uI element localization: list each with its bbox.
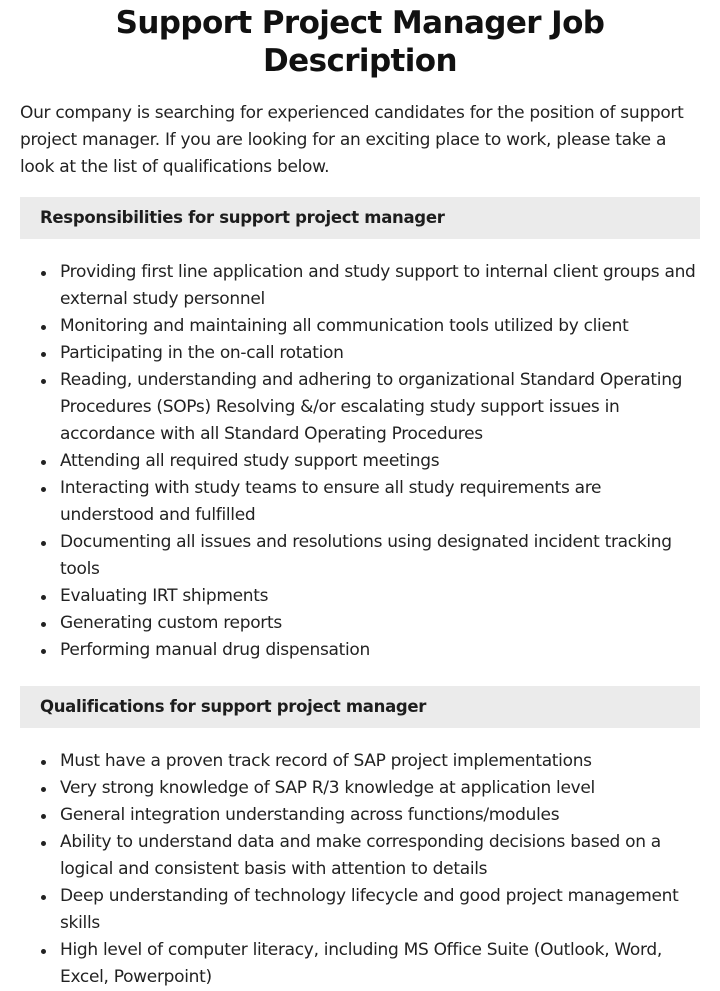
page-title: Support Project Manager Job Description bbox=[115, 5, 605, 79]
responsibilities-heading: Responsibilities for support project manager bbox=[20, 197, 700, 239]
qualifications-heading: Qualifications for support project manager bbox=[20, 686, 700, 728]
qualifications-list bbox=[20, 748, 700, 991]
list-item: Documenting all issues and resolutions using designated incident tracking tools bbox=[60, 529, 700, 583]
list-item: Participating in the on-call rotation bbox=[60, 340, 700, 367]
list-item: Very strong knowledge of SAP R/3 knowledge at application level bbox=[60, 775, 700, 802]
list-item: Reading, understanding and adhering to organizational Standard Operating Procedures (SOPs) Resolving &/or escalating study support issues in accordance with all Standard Operating Procedures bbox=[60, 367, 700, 448]
list-item: Deep understanding of technology lifecycle and good project management skills bbox=[60, 883, 700, 937]
list-item: Must have a proven track record of SAP project implementations bbox=[60, 748, 700, 775]
list-item: Evaluating IRT shipments bbox=[60, 583, 700, 610]
list-item: High level of computer literacy, including MS Office Suite (Outlook, Word, Excel, Powerpoint) bbox=[60, 937, 700, 991]
list-item: Monitoring and maintaining all communication tools utilized by client bbox=[60, 313, 700, 340]
intro-paragraph: Our company is searching for experienced candidates for the position of support project manager. If you are looking for an exciting place to work, please take a look at the list of qualifications below. bbox=[20, 103, 684, 177]
list-item: Performing manual drug dispensation bbox=[60, 637, 700, 664]
list-item: Ability to understand data and make corresponding decisions based on a logical and consistent basis with attention to details bbox=[60, 829, 700, 883]
list-item: Providing first line application and study support to internal client groups and external study personnel bbox=[60, 259, 700, 313]
list-item: Interacting with study teams to ensure all study requirements are understood and fulfilled bbox=[60, 475, 700, 529]
list-item: General integration understanding across functions/modules bbox=[60, 802, 700, 829]
list-item: Attending all required study support meetings bbox=[60, 448, 700, 475]
responsibilities-list bbox=[20, 259, 700, 664]
list-item: Generating custom reports bbox=[60, 610, 700, 637]
